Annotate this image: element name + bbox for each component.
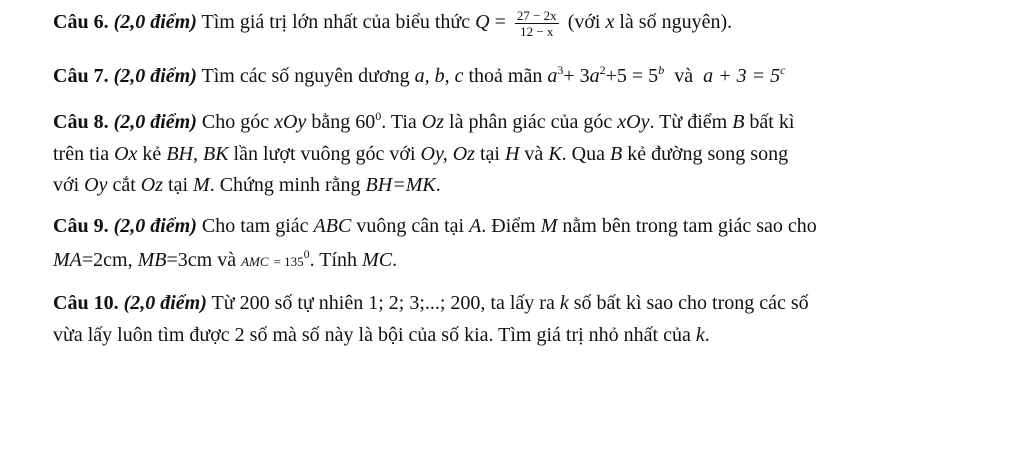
q8-label: Câu 8.	[53, 111, 109, 133]
q9-segment-ma: MA	[53, 249, 82, 271]
q8-text: bằng 60	[311, 111, 376, 133]
q6-tail-rest: là số nguyên).	[619, 11, 733, 34]
q8-equation: BH=MK	[365, 174, 436, 196]
q8-text: trên tia	[53, 143, 110, 165]
q8-ray-oy: Oy	[84, 174, 108, 196]
q7-exp3: 3	[557, 63, 564, 77]
q8-text: là phân giác của góc	[449, 111, 613, 133]
question-7	[53, 64, 785, 88]
q7-plus3: + 3	[563, 65, 590, 87]
question-10-line-1	[53, 291, 809, 315]
question-6	[53, 8, 732, 39]
q6-points: (2,0 điểm)	[113, 11, 197, 34]
q6-var: Q	[475, 11, 490, 34]
q8-text: và	[524, 143, 544, 165]
q6-tail-var: x	[605, 11, 615, 34]
q9-text: =3cm và	[166, 249, 237, 271]
q8-text: . Chứng minh rằng	[209, 174, 361, 196]
q8-point-b: B	[609, 143, 623, 165]
q8-text: cắt	[112, 174, 136, 196]
q9-label: Câu 9.	[53, 215, 109, 237]
question-9-line-1	[53, 214, 817, 238]
q9-text: .	[392, 249, 398, 271]
q7-points: (2,0 điểm)	[113, 65, 197, 87]
q10-text: Từ 200 số tự nhiên 1; 2; 3;...; 200, ta lấy ra	[211, 292, 555, 314]
q8-text: tại	[479, 143, 500, 165]
q6-text: Tìm giá trị lớn nhất của biểu thức	[201, 11, 471, 34]
q9-point-a: A	[469, 215, 482, 237]
q8-points: (2,0 điểm)	[113, 111, 197, 133]
question-8-line-3	[53, 173, 441, 197]
q7-a2: a	[589, 65, 600, 87]
q8-ray-oz: Oz	[421, 111, 445, 133]
question-9-line-2	[53, 248, 397, 274]
q8-text: với	[53, 174, 80, 196]
q8-degree: 0	[375, 109, 382, 123]
q8-text: Cho góc	[201, 111, 270, 133]
q9-triangle-abc: ABC	[313, 215, 352, 237]
q7-vars: a, b, c	[414, 65, 464, 87]
q8-text: .	[435, 174, 441, 196]
q6-tail-open: (với	[567, 11, 601, 34]
q7-text-b: thoả mãn	[468, 65, 543, 87]
q9-angle-amc: AMC	[241, 254, 269, 269]
q7-and: và	[674, 65, 694, 87]
q9-segment-mb: MB	[137, 249, 167, 271]
q8-text: kẻ	[142, 143, 162, 165]
q9-points: (2,0 điểm)	[113, 215, 197, 237]
q8-rays-oy-oz: Oy, Oz	[420, 143, 475, 165]
q8-point-b: B	[732, 111, 745, 133]
q8-text: tại	[168, 174, 189, 196]
q10-text: .	[704, 324, 710, 346]
q10-var-k: k	[559, 292, 569, 314]
q8-text: . Qua	[561, 143, 605, 165]
q8-ray-oz: Oz	[140, 174, 164, 196]
q7-expc: c	[780, 63, 786, 77]
q9-text: nằm bên trong tam giác sao cho	[562, 215, 817, 237]
q7-text-a: Tìm các số nguyên dương	[201, 65, 410, 87]
q9-point-m: M	[540, 215, 558, 237]
q10-label: Câu 10.	[53, 292, 119, 314]
q8-angle-xoy: xOy	[617, 111, 650, 133]
q7-expb: b	[658, 63, 665, 77]
q7-rest1: +5 = 5	[605, 65, 659, 87]
q8-point-h: H	[504, 143, 520, 165]
q9-text: . Tính	[309, 249, 358, 271]
q6-numerator: 27 − 2x	[516, 8, 557, 23]
question-8-line-2	[53, 142, 788, 166]
q10-points: (2,0 điểm)	[123, 292, 207, 314]
q8-text: bất kì	[749, 111, 795, 133]
q9-text: vuông cân tại	[356, 215, 465, 237]
q7-label: Câu 7.	[53, 65, 109, 87]
q8-angle-xoy: xOy	[274, 111, 307, 133]
q8-text: lần lượt vuông góc với	[233, 143, 416, 165]
q10-text: vừa lấy luôn tìm được 2 số mà số này là bội của số kia. Tìm giá trị nhỏ nhất của	[53, 324, 691, 346]
q8-point-m: M	[193, 174, 210, 196]
q9-angle-value: = 135	[273, 254, 304, 269]
q6-denominator: 12 − x	[520, 24, 554, 39]
q9-text: =2cm,	[81, 249, 133, 271]
q6-eq: =	[494, 11, 506, 34]
q8-text: . Từ điểm	[649, 111, 728, 133]
q10-var-k: k	[695, 324, 705, 346]
question-10-line-2	[53, 323, 710, 347]
q9-text: Cho tam giác	[201, 215, 309, 237]
q9-segment-mc: MC	[362, 249, 393, 271]
q7-a: a	[547, 65, 558, 87]
q9-text: . Điểm	[481, 215, 536, 237]
q9-degree: 0	[303, 247, 310, 261]
q8-text: . Tia	[381, 111, 417, 133]
q8-segments-bh-bk: BH, BK	[166, 143, 229, 165]
q10-text: số bất kì sao cho trong các số	[573, 292, 809, 314]
q8-point-k: K	[548, 143, 562, 165]
q8-ray-ox: Ox	[114, 143, 138, 165]
q7-eq2: a + 3 = 5	[703, 65, 781, 87]
q6-label: Câu 6.	[53, 11, 109, 34]
q6-fraction	[515, 8, 559, 39]
question-8-line-1	[53, 110, 794, 134]
q7-exp2: 2	[599, 63, 606, 77]
q8-text: kẻ đường song song	[627, 143, 789, 165]
